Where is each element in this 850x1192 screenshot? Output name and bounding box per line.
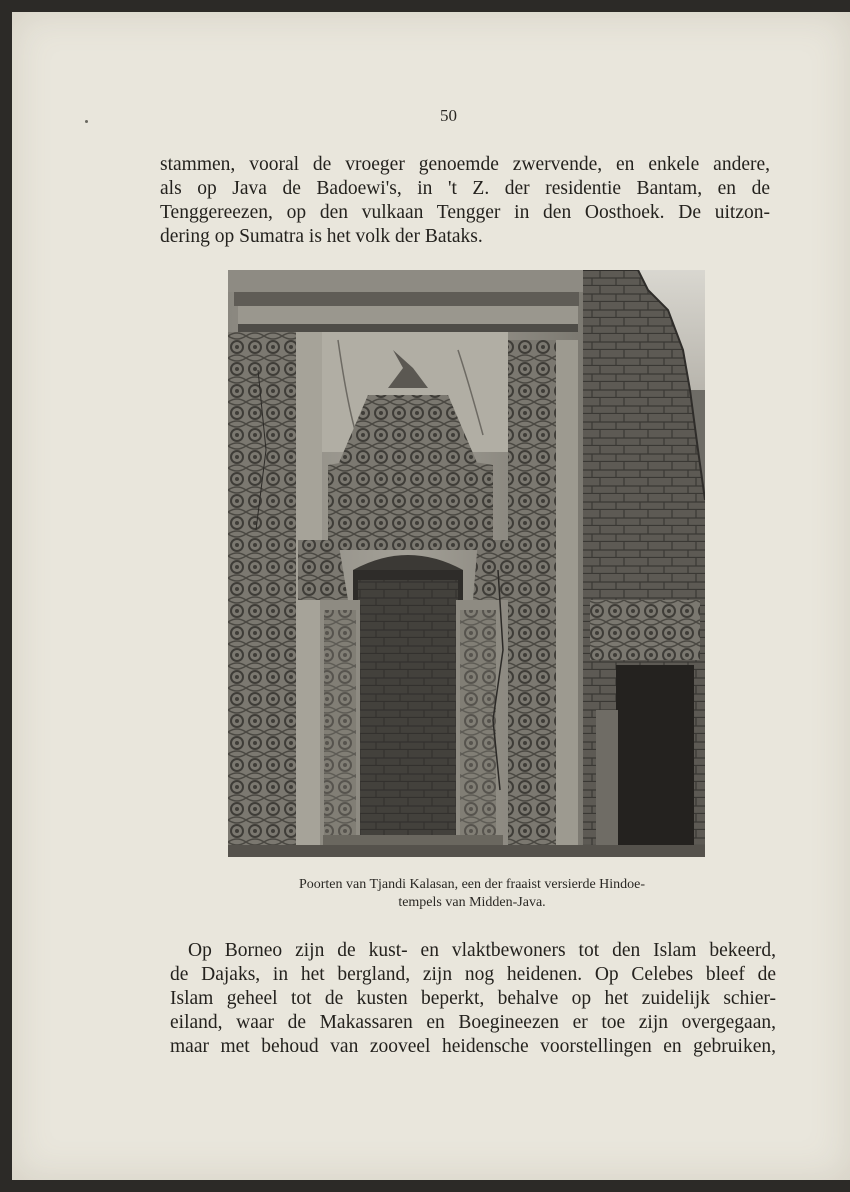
- book-page: [12, 12, 850, 1180]
- caption-line: tempels van Midden-Java.: [398, 895, 546, 910]
- page-number: 50: [440, 106, 457, 125]
- text-line: maar met behoud van zooveel heidensche voorstellingen en gebruiken,: [170, 1036, 776, 1057]
- paragraph-bottom: [170, 939, 776, 1059]
- temple-gate-photo: [228, 270, 705, 857]
- text-line: als op Java de Badoewi's, in 't Z. der residentie Bantam, en de: [160, 178, 770, 199]
- text-line: Tenggereezen, op den vulkaan Tengger in den Oosthoek. De uitzon-: [160, 202, 770, 223]
- paper-speck: [85, 120, 88, 123]
- caption-line: Poorten van Tjandi Kalasan, een der fraaist versierde Hindoe-: [298, 877, 646, 892]
- text-line: de Dajaks, in het bergland, zijn nog heidenen. Op Celebes bleef de: [170, 964, 776, 985]
- figure-caption: [212, 876, 732, 912]
- text-line: Islam geheel tot de kusten beperkt, behalve op het zuidelijk schier-: [170, 988, 776, 1009]
- text-line: Op Borneo zijn de kust- en vlaktbewoners tot den Islam bekeerd,: [188, 940, 776, 961]
- text-line: eiland, waar de Makassaren en Boegineezen er toe zijn overgegaan,: [170, 1012, 776, 1033]
- text-line: stammen, vooral de vroeger genoemde zwervende, en enkele andere,: [160, 154, 770, 175]
- text-line: dering op Sumatra is het volk der Bataks.: [160, 226, 483, 247]
- paragraph-top: [160, 153, 770, 249]
